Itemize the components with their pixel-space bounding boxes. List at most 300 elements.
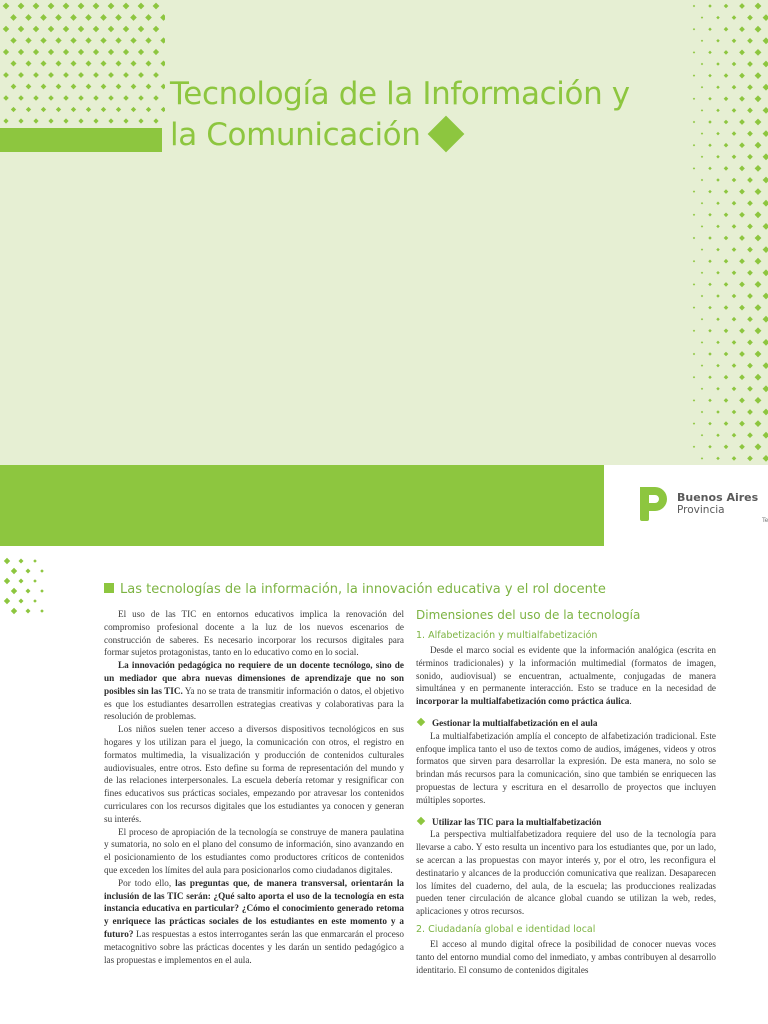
paragraph (416, 644, 716, 708)
dot-diamond (160, 14, 165, 21)
dot-diamond (701, 63, 703, 65)
dot-diamond (48, 3, 55, 10)
dot-diamond (716, 201, 720, 205)
dot-diamond (33, 579, 37, 583)
dot-diamond (739, 189, 745, 195)
dot-diamond (732, 108, 737, 113)
dot-diamond (755, 304, 762, 311)
dot-diamond (93, 95, 99, 101)
decorative-dot-pattern (686, 0, 768, 462)
dot-diamond (724, 305, 729, 310)
dot-diamond (763, 153, 768, 160)
dot-diamond (108, 26, 114, 32)
dot-diamond (108, 72, 114, 78)
dot-diamond (724, 4, 729, 9)
dot-diamond (701, 202, 703, 204)
dot-diamond (40, 589, 44, 593)
dot-diamond (747, 409, 753, 415)
dot-diamond (732, 15, 737, 20)
dot-diamond (146, 61, 152, 67)
dot-diamond (693, 399, 695, 401)
dot-diamond (108, 49, 114, 55)
dot-diamond (763, 223, 768, 230)
left-column (104, 608, 404, 966)
dot-diamond (693, 446, 695, 448)
dot-diamond (693, 167, 695, 169)
dot-diamond (33, 3, 40, 10)
dot-diamond (763, 246, 768, 253)
dot-diamond (55, 37, 61, 43)
dot-diamond (747, 38, 753, 44)
dot-diamond (701, 364, 703, 366)
dot-diamond (11, 107, 16, 112)
dot-diamond (693, 237, 695, 239)
dot-diamond (739, 50, 745, 56)
title-line-1: Tecnología de la Información y (170, 76, 630, 112)
paragraph-text: Las respuestas a estos interrogantes serán las que enmarcarán el proceso metacognitivo sobre las prácticas docentes y les darán un sentido pedagógico a las propuestas e implementos en el aula. (104, 928, 404, 965)
paragraph: Los niños suelen tener acceso a diversos dispositivos tecnológicos en sus hogares y los utilizan para el juego, la comunicación con otros, el registro en formatos multimedia, la visualización y producción de contenidos culturales audiovisuales, entre otros. Esto define su forma de representación del mundo y de las relaciones interpersonales. La escuela debería retomar y resignificar con fines educativos sus prácticas sociales, empezando por atravesar los contenidos curriculares con los recursos digitales que los estudiantes ya conocen y generan su interés. (104, 724, 404, 824)
dot-diamond (747, 15, 753, 21)
title-accent-bar (0, 128, 162, 152)
dot-diamond (63, 26, 69, 32)
dot-diamond (63, 118, 68, 123)
dot-diamond (693, 190, 695, 192)
bullet-heading-text: Gestionar la multialfabetización en el aula (432, 717, 598, 728)
dot-diamond (747, 270, 753, 276)
dot-diamond (693, 283, 695, 285)
dot-diamond (19, 559, 24, 564)
dot-diamond (93, 3, 100, 10)
dot-diamond (701, 272, 703, 274)
dot-diamond (100, 14, 107, 21)
dot-diamond (763, 432, 768, 439)
dot-diamond (116, 61, 122, 67)
dot-diamond (26, 569, 31, 574)
dot-diamond (708, 352, 712, 356)
dot-diamond (732, 294, 737, 299)
dot-diamond (716, 16, 720, 20)
paragraph (104, 877, 404, 967)
dot-diamond (732, 340, 737, 345)
dot-diamond (10, 37, 16, 43)
dot-diamond (755, 397, 762, 404)
dot-diamond (739, 398, 745, 404)
dot-diamond (739, 142, 745, 148)
dot-diamond (732, 131, 737, 136)
dot-diamond (732, 456, 737, 461)
dot-diamond (732, 317, 737, 322)
dot-diamond (724, 236, 729, 241)
dot-diamond (708, 422, 712, 426)
dot-diamond (130, 37, 136, 43)
dot-diamond (747, 456, 753, 462)
dot-diamond (739, 374, 745, 380)
diamond-bullet-icon (417, 816, 425, 824)
dot-diamond (18, 118, 23, 123)
dot-diamond (747, 200, 753, 206)
dot-diamond (763, 339, 768, 346)
dot-diamond (708, 27, 712, 31)
dot-diamond (78, 3, 85, 10)
dot-diamond (708, 120, 712, 124)
dot-diamond (763, 107, 768, 114)
dot-diamond (763, 362, 768, 369)
dot-diamond (131, 107, 136, 112)
dot-diamond (739, 73, 745, 79)
dot-diamond (33, 118, 38, 123)
dot-diamond (716, 39, 720, 43)
dot-diamond (153, 3, 160, 10)
paragraph-text: Ya no se trata de transmitir información o datos, el objetivo es que los estudiantes desarrollen estrategias creativas y colaborativas para la resolución de problemas. (104, 685, 405, 722)
dot-diamond (131, 84, 137, 90)
dot-diamond (48, 118, 53, 123)
dot-diamond (747, 363, 753, 369)
dot-diamond (101, 107, 106, 112)
dot-diamond (115, 37, 121, 43)
dot-diamond (11, 608, 17, 614)
dot-diamond (693, 353, 695, 355)
dot-diamond (724, 259, 729, 264)
dot-diamond (708, 236, 712, 240)
dot-diamond (716, 85, 720, 89)
dot-diamond (86, 61, 92, 67)
dot-diamond (153, 95, 159, 101)
dot-diamond (747, 84, 753, 90)
subheading-ciudadania: 2. Ciudadanía global e identidad local (416, 923, 596, 935)
dot-diamond (724, 120, 729, 125)
title-line-2: la Comunicación (170, 117, 421, 153)
dot-diamond (739, 96, 745, 102)
dot-diamond (41, 61, 47, 67)
dot-diamond (755, 95, 762, 102)
dot-diamond (56, 107, 61, 112)
dot-diamond (123, 26, 129, 32)
dot-diamond (153, 26, 159, 32)
dot-diamond (48, 49, 54, 55)
dot-diamond (755, 49, 762, 56)
dot-diamond (716, 294, 720, 298)
dot-diamond (3, 118, 8, 123)
dot-diamond (716, 109, 720, 113)
dot-diamond (747, 386, 753, 392)
dot-diamond (26, 609, 31, 614)
dot-diamond (739, 235, 745, 241)
dot-diamond (48, 95, 54, 101)
dot-diamond (732, 62, 737, 67)
dot-diamond (131, 61, 137, 67)
dot-diamond (716, 248, 720, 252)
dot-diamond (153, 72, 159, 78)
dot-diamond (693, 5, 695, 7)
dot-diamond (33, 26, 39, 32)
dot-diamond (25, 37, 31, 43)
dot-diamond (26, 84, 32, 90)
dot-diamond (10, 14, 17, 21)
dot-diamond (739, 26, 745, 32)
dot-diamond (123, 3, 130, 10)
dot-diamond (138, 72, 144, 78)
dot-diamond (19, 579, 24, 584)
dot-diamond (78, 72, 84, 78)
dot-diamond (33, 72, 39, 78)
dot-diamond (763, 293, 768, 300)
dot-diamond (747, 316, 753, 322)
dot-diamond (732, 39, 737, 44)
dot-diamond (40, 37, 46, 43)
dot-diamond (708, 306, 712, 310)
dot-diamond (93, 49, 99, 55)
dot-diamond (716, 433, 720, 437)
bullet-heading-text: Utilizar las TIC para la multialfabetización (432, 816, 602, 827)
dot-diamond (716, 62, 720, 66)
corner-text: Te (762, 517, 768, 524)
dot-diamond (160, 37, 165, 43)
dot-diamond (18, 72, 24, 78)
dot-diamond (71, 61, 77, 67)
dot-diamond (41, 84, 47, 90)
bullet-heading (416, 816, 716, 829)
dot-diamond (3, 49, 9, 55)
dot-diamond (732, 247, 737, 252)
dot-diamond (747, 340, 753, 346)
dot-diamond (4, 598, 10, 604)
dot-diamond (701, 295, 703, 297)
dot-diamond (78, 95, 84, 101)
right-column (416, 607, 716, 976)
dot-diamond (18, 26, 24, 32)
dot-diamond (48, 72, 54, 78)
dot-diamond (747, 247, 753, 253)
dot-diamond (138, 95, 144, 101)
dot-diamond (708, 259, 712, 263)
dot-diamond (26, 589, 31, 594)
dot-diamond (146, 107, 151, 112)
section-heading (104, 582, 744, 600)
dot-diamond (11, 84, 17, 90)
logo-text-line-2: Provincia (677, 504, 725, 516)
dot-diamond (100, 37, 106, 43)
dot-diamond (739, 305, 745, 311)
dot-diamond (755, 142, 762, 149)
green-band (0, 465, 604, 546)
dot-diamond (708, 213, 712, 217)
dot-diamond (93, 118, 98, 123)
dot-diamond (701, 434, 703, 436)
dot-diamond (763, 61, 768, 68)
square-bullet-icon (104, 583, 114, 593)
dot-diamond (693, 74, 695, 76)
dot-diamond (724, 143, 729, 148)
dot-diamond (716, 132, 720, 136)
dot-diamond (693, 121, 695, 123)
section-heading-text: Las tecnologías de la información, la innovación educativa y el rol docente (120, 582, 606, 597)
paragraph: La perspectiva multialfabetizadora requiere del uso de la tecnología para llevarse a cabo. Y esto resulta un incentivo para los estudiantes que, por un lado, se acercan a las propuestas con mayor interés y, por el otro, les reconfigura el destinatario y alcances de la producción comunicativa que realizan. Desaparecen los límites del cuaderno, del aula, de la escuela; las producciones realizadas pueden tener circulación de alcance global cuando se utilizan la web, redes, aplicaciones y otros recursos. (416, 829, 716, 917)
dot-diamond (739, 421, 745, 427)
dot-diamond (33, 49, 39, 55)
dot-diamond (63, 72, 69, 78)
dot-diamond (732, 224, 737, 229)
dot-diamond (108, 3, 115, 10)
dot-diamond (146, 84, 152, 90)
dot-diamond (701, 109, 703, 111)
dot-diamond (693, 98, 695, 100)
dot-diamond (123, 118, 128, 123)
dot-diamond (40, 609, 44, 613)
dot-diamond (716, 457, 720, 461)
dot-diamond (3, 72, 9, 78)
dot-diamond (732, 363, 737, 368)
dot-diamond (732, 410, 737, 415)
paragraph: El acceso al mundo digital ofrece la posibilidad de conocer nuevas voces tanto del entorno mundial como del inmediato, y ambas contribuyen al desarrollo identitario. El consumo de contenidos digitales (416, 938, 716, 975)
dot-diamond (724, 352, 729, 357)
dot-diamond (724, 73, 729, 78)
dot-diamond (11, 61, 17, 67)
dot-diamond (108, 95, 114, 101)
dot-diamond (747, 177, 753, 183)
dot-diamond (724, 329, 729, 334)
dot-diamond (41, 107, 46, 112)
dot-diamond (708, 74, 712, 78)
dot-diamond (701, 132, 703, 134)
dot-diamond (78, 49, 84, 55)
logo-text-line-1: Buenos Aires (677, 491, 759, 504)
dot-diamond (701, 40, 703, 42)
dot-diamond (739, 119, 745, 125)
dot-diamond (732, 178, 737, 183)
dot-diamond (701, 156, 703, 158)
dot-diamond (755, 420, 762, 427)
dot-diamond (747, 432, 753, 438)
dot-diamond (108, 118, 113, 123)
buenos-aires-p-logo-icon (637, 484, 677, 524)
dot-diamond (11, 568, 17, 574)
dot-diamond (724, 282, 729, 287)
dot-diamond (724, 189, 729, 194)
dot-diamond (724, 97, 729, 102)
dot-diamond (716, 341, 720, 345)
dot-diamond (755, 119, 762, 126)
dot-diamond (739, 212, 745, 218)
paragraph-text: . (629, 696, 632, 707)
dot-diamond (716, 364, 720, 368)
dot-diamond (161, 107, 165, 112)
dot-diamond (708, 167, 712, 171)
dot-diamond (86, 107, 91, 112)
dot-diamond (4, 558, 10, 564)
dot-diamond (747, 224, 753, 230)
paragraph-text: Desde el marco social es evidente que la información analógica (escrita en términos tradicionales) y la información multimedial (formatos de imagen, sonido, audiovisual) se encuentran, actualmente, conjugadas de manera simultánea y en permanente interacción. Esto se traduce en la necesidad de (416, 645, 716, 694)
dot-diamond (763, 409, 768, 416)
dot-diamond (755, 443, 762, 450)
dot-diamond (716, 178, 720, 182)
dot-diamond (708, 4, 712, 8)
paragraph: El uso de las TIC en entornos educativos implica la renovación del compromiso profesional docente a la luz de los nuevos escenarios de construcción de saberes. Es necesario incorporar los recursos digitales para formar sujetos protagonistas, tanto en lo educativo como en lo social. (104, 609, 404, 658)
paragraph: La multialfabetización amplía el concepto de alfabetización tradicional. Este enfoque implica tanto el uso de textos como de audios, imágenes, videos y otros formatos que sirven para desarrollar la expresión. De esta manera, no solo se brindan más recursos para la comunicación, sino que también se enriquecen las propuestas de lectura y escritura en el desarrollo de proyectos que incluyen múltiples soportes. (416, 730, 716, 805)
dot-diamond (701, 411, 703, 413)
dot-diamond (739, 258, 745, 264)
dot-diamond (56, 84, 62, 90)
dot-diamond (138, 26, 144, 32)
dot-diamond (755, 165, 762, 172)
dot-diamond (763, 37, 768, 44)
dot-diamond (739, 444, 745, 450)
bold-text: La innovación pedagógica no requiere de un docente tecnólogo, sino de un mediador que abra nuevas dimensiones de aprendizaje que no son posibles sin las TIC. (104, 660, 404, 696)
dot-diamond (708, 399, 712, 403)
dot-diamond (4, 578, 10, 584)
dot-diamond (63, 95, 69, 101)
paragraph-text: Por todo ello, (118, 877, 176, 888)
dot-diamond (701, 179, 703, 181)
dot-diamond (739, 3, 745, 9)
dot-diamond (716, 317, 720, 321)
dot-diamond (33, 559, 37, 563)
dot-diamond (747, 61, 753, 67)
dot-diamond (747, 108, 753, 114)
dot-diamond (26, 107, 31, 112)
bold-text: incorporar la multialfabetización como práctica áulica (416, 696, 630, 707)
dot-diamond (755, 3, 762, 10)
dot-diamond (747, 293, 753, 299)
decorative-dot-pattern (0, 0, 165, 128)
dot-diamond (115, 14, 122, 21)
dot-diamond (747, 131, 753, 137)
dot-diamond (693, 306, 695, 308)
dot-diamond (716, 271, 720, 275)
dot-diamond (153, 118, 158, 123)
dot-diamond (724, 445, 729, 450)
buenos-aires-logo (637, 484, 767, 524)
dot-diamond (763, 130, 768, 137)
dot-diamond (693, 260, 695, 262)
dot-diamond (145, 37, 151, 43)
dot-diamond (123, 95, 129, 101)
dot-diamond (701, 248, 703, 250)
dot-diamond (732, 201, 737, 206)
dot-diamond (716, 387, 720, 391)
dot-diamond (123, 72, 129, 78)
dot-diamond (693, 214, 695, 216)
dot-diamond (130, 14, 137, 21)
dot-diamond (701, 86, 703, 88)
dot-diamond (708, 143, 712, 147)
dot-diamond (739, 351, 745, 357)
dot-diamond (739, 282, 745, 288)
dot-diamond (716, 410, 720, 414)
dot-diamond (755, 211, 762, 218)
dot-diamond (763, 385, 768, 392)
dot-diamond (86, 84, 92, 90)
dot-diamond (138, 49, 144, 55)
dot-diamond (56, 61, 62, 67)
dot-diamond (70, 37, 76, 43)
dot-diamond (70, 14, 77, 21)
diamond-bullet-icon (417, 718, 425, 726)
dot-diamond (101, 84, 107, 90)
dot-diamond (755, 374, 762, 381)
dot-diamond (724, 213, 729, 218)
dot-diamond (732, 271, 737, 276)
dot-diamond (116, 84, 122, 90)
dot-diamond (755, 327, 762, 334)
dot-diamond (19, 599, 24, 604)
bullet-heading (416, 717, 716, 730)
paragraph: El proceso de apropiación de la tecnología se construye de manera paulatina y sumatoria, no solo en el plano del consumo de información, sino avanzando en el posicionamiento de los estudiantes como productores críticos de contenidos que exceden los límites del aula para posicionarlos como ciudadanos digitales. (104, 826, 404, 875)
dot-diamond (11, 588, 17, 594)
dot-diamond (724, 27, 729, 32)
bold-text: las preguntas que, de manera transversal, orientarán la inclusión de las TIC serán: ¿Qué salto aporta el uso de la tecnología en esta instancia educativa en particular? ¿Cómo el conocimiento generado retoma y enriquece las prácticas sociales de los estudiantes en este momento y a futuro? (104, 877, 404, 939)
dot-diamond (732, 387, 737, 392)
dot-diamond (3, 26, 9, 32)
